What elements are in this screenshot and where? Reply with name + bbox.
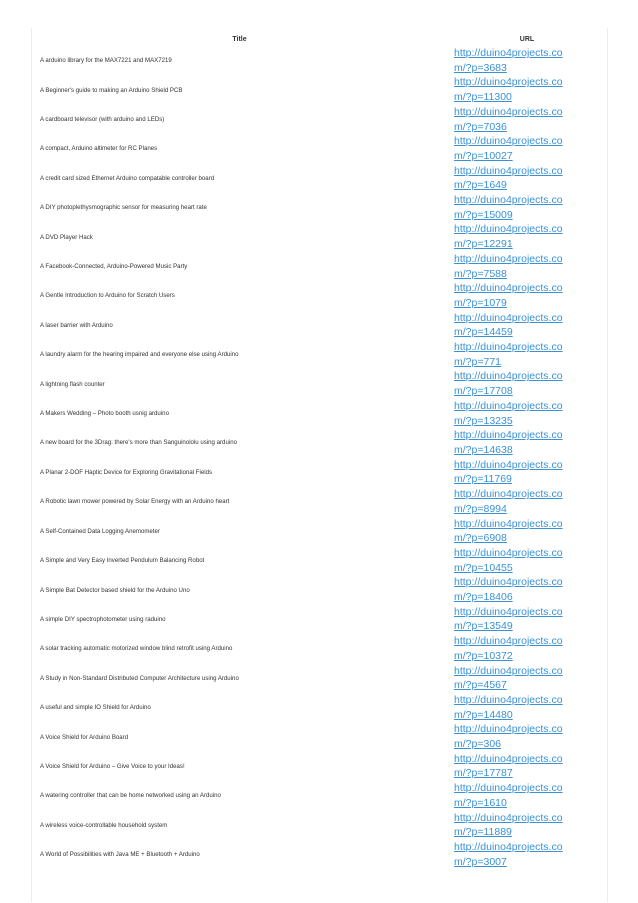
project-title-cell: A World of Possibilities with Java ME + Bluetooth + Arduino xyxy=(40,851,200,859)
project-title-cell: A Robotic lawn mower powered by Solar Energy with an Arduino heart xyxy=(40,498,230,506)
project-title-cell: A new board for the 3Drag: there's more than Sanguinololu using arduino xyxy=(40,439,237,447)
project-title-cell: A Self-Contained Data Logging Anemometer xyxy=(40,527,160,535)
project-url-cell xyxy=(448,693,606,722)
project-title-cell: A cardboard televisor (with arduino and LEDs) xyxy=(40,116,165,124)
project-url-cell xyxy=(448,722,606,751)
project-url-cell xyxy=(448,252,606,281)
table-row xyxy=(31,811,606,840)
project-url-link[interactable]: http://duino4projects.com/?p=1649 xyxy=(454,164,563,192)
table-row xyxy=(31,164,606,193)
project-url-link[interactable]: http://duino4projects.com/?p=6908 xyxy=(454,517,563,545)
project-url-link[interactable]: http://duino4projects.com/?p=17787 xyxy=(454,752,563,780)
project-title-cell: A wireless voice-controllable household system xyxy=(40,821,168,829)
project-url-cell xyxy=(448,340,606,369)
url-column-header: URL xyxy=(519,36,535,43)
table-header-row xyxy=(31,33,606,46)
project-title-cell: A solar tracking automatic motorized window blind retrofit using Arduino xyxy=(40,645,233,653)
project-title-cell: A Voice Shield for Arduino – Give Voice to your Ideas! xyxy=(40,762,185,770)
project-url-cell xyxy=(448,311,606,340)
project-url-link[interactable]: http://duino4projects.com/?p=4567 xyxy=(454,664,563,692)
project-url-cell xyxy=(448,134,606,163)
table-row xyxy=(31,634,606,663)
table-row xyxy=(31,840,606,869)
project-url-cell xyxy=(448,605,606,634)
project-title-cell: A lightning flash counter xyxy=(40,380,105,388)
table-row xyxy=(31,222,606,251)
project-url-link[interactable]: http://duino4projects.com/?p=13549 xyxy=(454,605,563,633)
project-url-link[interactable]: http://duino4projects.com/?p=10027 xyxy=(454,135,563,162)
project-title-cell: A Beginner's guide to making an Arduino Shield PCB xyxy=(40,86,183,94)
project-url-cell xyxy=(448,399,606,428)
project-url-link[interactable]: http://duino4projects.com/?p=306 xyxy=(454,723,563,751)
table-row xyxy=(31,46,606,75)
project-url-link[interactable]: http://duino4projects.com/?p=15009 xyxy=(454,194,563,221)
table-row xyxy=(31,281,606,310)
project-url-link[interactable]: http://duino4projects.com/?p=10372 xyxy=(454,635,563,662)
project-url-link[interactable]: http://duino4projects.com/?p=7588 xyxy=(454,252,563,280)
table-row xyxy=(31,105,606,134)
project-url-link[interactable]: http://duino4projects.com/?p=1079 xyxy=(454,282,563,309)
project-title-cell: A DIY photoplethysmographic sensor for measuring heart rate xyxy=(40,204,207,212)
project-title-cell: A credit card sized Ethernet Arduino compatable controller board xyxy=(40,174,215,182)
project-title-cell: A Facebook-Connected, Arduino-Powered Music Party xyxy=(40,263,188,271)
table-row xyxy=(31,517,606,546)
project-url-cell xyxy=(448,811,606,840)
project-url-link[interactable]: http://duino4projects.com/?p=18406 xyxy=(454,576,563,604)
table-row xyxy=(31,487,606,516)
table-row xyxy=(31,134,606,163)
project-url-cell xyxy=(448,193,606,222)
project-title-cell: A Study in Non-Standard Distributed Computer Architecture using Arduino xyxy=(40,674,239,682)
project-url-cell xyxy=(448,840,606,869)
project-title-cell: A DVD Player Hack xyxy=(40,233,93,241)
table-row xyxy=(31,605,606,634)
project-url-cell xyxy=(448,222,606,251)
project-url-link[interactable]: http://duino4projects.com/?p=13235 xyxy=(454,399,563,427)
project-url-cell xyxy=(448,664,606,693)
project-url-cell xyxy=(448,105,606,134)
table-row xyxy=(31,693,606,722)
project-url-cell xyxy=(448,546,606,575)
project-url-cell xyxy=(448,75,606,104)
project-title-cell: A simple DIY spectrophotometer using raduino xyxy=(40,615,166,623)
project-title-cell: A Voice Shield for Arduino Board xyxy=(40,733,129,741)
project-url-link[interactable]: http://duino4projects.com/?p=11889 xyxy=(454,811,563,839)
project-url-link[interactable]: http://duino4projects.com/?p=8994 xyxy=(454,488,563,515)
project-url-cell xyxy=(448,164,606,193)
table-row xyxy=(31,193,606,222)
project-url-link[interactable]: http://duino4projects.com/?p=3007 xyxy=(454,840,563,868)
project-url-link[interactable]: http://duino4projects.com/?p=10455 xyxy=(454,546,563,574)
project-url-cell xyxy=(448,487,606,516)
project-title-cell: A arduino library for the MAX7221 and MAX7219 xyxy=(40,57,172,65)
project-url-cell xyxy=(448,369,606,398)
table-row xyxy=(31,340,606,369)
table-row xyxy=(31,752,606,781)
projects-table xyxy=(31,33,606,869)
project-title-cell: A laundry alarm for the hearing impaired and everyone else using Arduino xyxy=(40,351,239,359)
project-url-cell xyxy=(448,46,606,75)
table-row xyxy=(31,781,606,810)
project-url-cell xyxy=(448,634,606,663)
project-title-cell: A watering controller that can be home networked using an Arduino xyxy=(40,792,221,800)
table-row xyxy=(31,664,606,693)
project-url-cell xyxy=(448,458,606,487)
table-row xyxy=(31,311,606,340)
project-url-link[interactable]: http://duino4projects.com/?p=14459 xyxy=(454,311,563,339)
project-url-cell xyxy=(448,781,606,810)
project-title-cell: A Gentle Introduction to Arduino for Scratch Users xyxy=(40,292,175,300)
project-url-link[interactable]: http://duino4projects.com/?p=12291 xyxy=(454,223,563,251)
project-title-cell: A laser barrier with Arduino xyxy=(40,321,113,329)
project-url-link[interactable]: http://duino4projects.com/?p=17708 xyxy=(454,370,563,398)
project-url-cell xyxy=(448,575,606,604)
table-row xyxy=(31,428,606,457)
project-url-link[interactable]: http://duino4projects.com/?p=11769 xyxy=(454,458,563,486)
table-row xyxy=(31,722,606,751)
table-row xyxy=(31,369,606,398)
table-row xyxy=(31,458,606,487)
project-url-cell xyxy=(448,428,606,457)
project-title-cell: A Simple Bat Detector based shield for the Arduino Uno xyxy=(40,586,190,594)
table-row xyxy=(31,575,606,604)
project-url-link[interactable]: http://duino4projects.com/?p=14638 xyxy=(454,429,563,456)
table-row xyxy=(31,75,606,104)
table-row xyxy=(31,546,606,575)
project-url-link[interactable]: http://duino4projects.com/?p=1610 xyxy=(454,782,563,809)
project-title-cell: A compact, Arduino altimeter for RC Planes xyxy=(40,145,158,153)
title-column-header: Title xyxy=(232,36,247,43)
project-title-cell: A useful and simple IO Shield for Arduino xyxy=(40,704,151,712)
table-row xyxy=(31,399,606,428)
project-url-link[interactable]: http://duino4projects.com/?p=7036 xyxy=(454,105,563,133)
project-url-cell xyxy=(448,517,606,546)
project-title-cell: A Makers Wedding – Photo booth usnig arduino xyxy=(40,410,169,418)
project-url-link[interactable]: http://duino4projects.com/?p=14480 xyxy=(454,693,563,721)
project-url-cell xyxy=(448,281,606,310)
project-title-cell: A Planar 2-DOF Haptic Device for Exploring Gravitational Fields xyxy=(40,468,213,476)
project-url-link[interactable]: http://duino4projects.com/?p=11300 xyxy=(454,76,563,104)
project-url-link[interactable]: http://duino4projects.com/?p=3683 xyxy=(454,47,563,74)
table-row xyxy=(31,252,606,281)
project-url-link[interactable]: http://duino4projects.com/?p=771 xyxy=(454,341,563,368)
project-title-cell: A Simple and Very Easy Inverted Pendulum Balancing Robot xyxy=(40,557,205,565)
project-url-cell xyxy=(448,752,606,781)
